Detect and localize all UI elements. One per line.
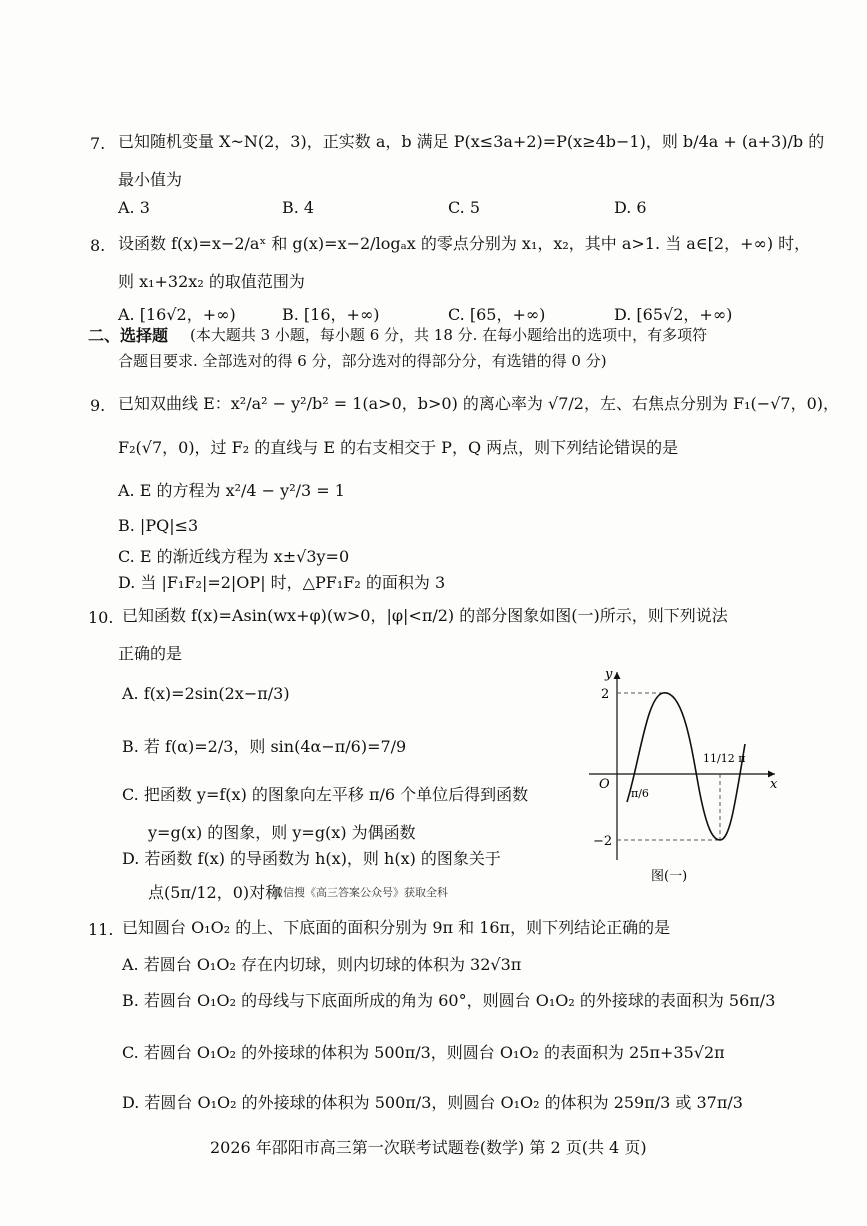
y-axis-label: y: [605, 667, 613, 682]
q10-option-d: D. 若函数 f(x) 的导函数为 h(x)，则 h(x) 的图象关于: [122, 849, 501, 868]
q8-stem: 设函数 f(x)=x−2/aˣ 和 g(x)=x−2/logₐx 的零点分别为 x₁，x₂，其中 a>1. 当 a∈[2，+∞) 时，: [118, 234, 811, 253]
q9-option-c: C. E 的渐近线方程为 x±√3y=0: [118, 547, 350, 566]
q10-option-d-cont: 点(5π/12，0)对称: [148, 883, 282, 902]
origin-label: O: [599, 777, 610, 792]
q7-option-a: A. 3: [118, 198, 150, 217]
q8-option-c: C. [65，+∞): [448, 305, 546, 324]
q9-option-b: B. |PQ|≤3: [118, 516, 199, 535]
section-2-desc: (本大题共 3 小题，每小题 6 分，共 18 分. 在每小题给出的选项中，有多项符: [190, 326, 708, 344]
q7-option-d: D. 6: [614, 198, 647, 217]
q11-option-c: C. 若圆台 O₁O₂ 的外接球的体积为 500π/3，则圆台 O₁O₂ 的表面积为 25π+35√2π: [122, 1043, 725, 1062]
q10-function-graph: [585, 664, 785, 894]
q9-number: 9.: [90, 396, 106, 415]
y-tick-2: 2: [601, 687, 610, 702]
x-mark-pi-6: π/6: [631, 787, 649, 800]
q11-option-d: D. 若圆台 O₁O₂ 的外接球的体积为 500π/3，则圆台 O₁O₂ 的体积为 259π/3 或 37π/3: [122, 1093, 743, 1112]
watermark-text: 微信搜《高三答案公众号》获取全科: [272, 886, 448, 899]
q10-option-c-cont: y=g(x) 的图象，则 y=g(x) 为偶函数: [148, 823, 416, 842]
q10-option-b: B. 若 f(α)=2/3，则 sin(4α−π/6)=7/9: [122, 737, 407, 756]
q9-option-a: A. E 的方程为 x²/4 − y²/3 = 1: [118, 481, 345, 500]
q10-number: 10.: [88, 608, 114, 627]
q10-stem: 已知函数 f(x)=Asin(wx+φ)(w>0，|φ|<π/2) 的部分图象如图(一)所示，则下列说法: [122, 606, 728, 625]
q7-stem-cont: 最小值为: [118, 170, 183, 189]
y-tick-neg2: −2: [593, 834, 613, 849]
q7-option-b: B. 4: [282, 198, 315, 217]
q11-number: 11.: [88, 920, 114, 939]
sine-curve: [627, 693, 745, 840]
q11-option-a: A. 若圆台 O₁O₂ 存在内切球，则内切球的体积为 32√3π: [122, 955, 522, 974]
q10-stem-cont: 正确的是: [118, 644, 183, 663]
q11-option-b: B. 若圆台 O₁O₂ 的母线与下底面所成的角为 60°，则圆台 O₁O₂ 的外接球的表面积为 56π/3: [122, 991, 776, 1010]
q8-option-b: B. [16，+∞): [282, 305, 380, 324]
q10-option-a: A. f(x)=2sin(2x−π/3): [122, 684, 290, 703]
q8-stem-cont: 则 x₁+32x₂ 的取值范围为: [118, 272, 305, 291]
q9-option-d: D. 当 |F₁F₂|=2|OP| 时，△PF₁F₂ 的面积为 3: [118, 573, 446, 592]
q8-number: 8.: [90, 236, 106, 255]
page-footer: 2026 年邵阳市高三第一次联考试题卷(数学) 第 2 页(共 4 页): [210, 1138, 647, 1157]
x-axis-label: x: [770, 777, 778, 792]
q8-option-d: D. [65√2，+∞): [614, 305, 733, 324]
q7-number: 7.: [90, 134, 106, 153]
q9-stem: 已知双曲线 E：x²/a² − y²/b² = 1(a>0，b>0) 的离心率为 √7/2，左、右焦点分别为 F₁(−√7，0)，: [118, 394, 839, 413]
q9-stem-cont: F₂(√7，0)，过 F₂ 的直线与 E 的右支相交于 P，Q 两点，则下列结论错误的是: [118, 438, 679, 457]
q10-option-c: C. 把函数 y=f(x) 的图象向左平移 π/6 个单位后得到函数: [122, 785, 529, 804]
section-2-desc-cont: 合题目要求. 全部选对的得 6 分，部分选对的得部分分，有选错的得 0 分): [118, 352, 607, 370]
q8-option-a: A. [16√2，+∞): [118, 305, 236, 324]
figure-caption: 图(一): [651, 869, 688, 884]
q7-option-c: C. 5: [448, 198, 481, 217]
section-2-title: 二、选择题: [88, 326, 169, 345]
x-mark-11pi-12: 11/12 π: [703, 752, 746, 765]
q7-stem: 已知随机变量 X~N(2，3)，正实数 a，b 满足 P(x≤3a+2)=P(x≥4b−1)，则 b/4a + (a+3)/b 的: [118, 132, 825, 151]
q11-stem: 已知圆台 O₁O₂ 的上、下底面的面积分别为 9π 和 16π，则下列结论正确的是: [122, 918, 671, 937]
